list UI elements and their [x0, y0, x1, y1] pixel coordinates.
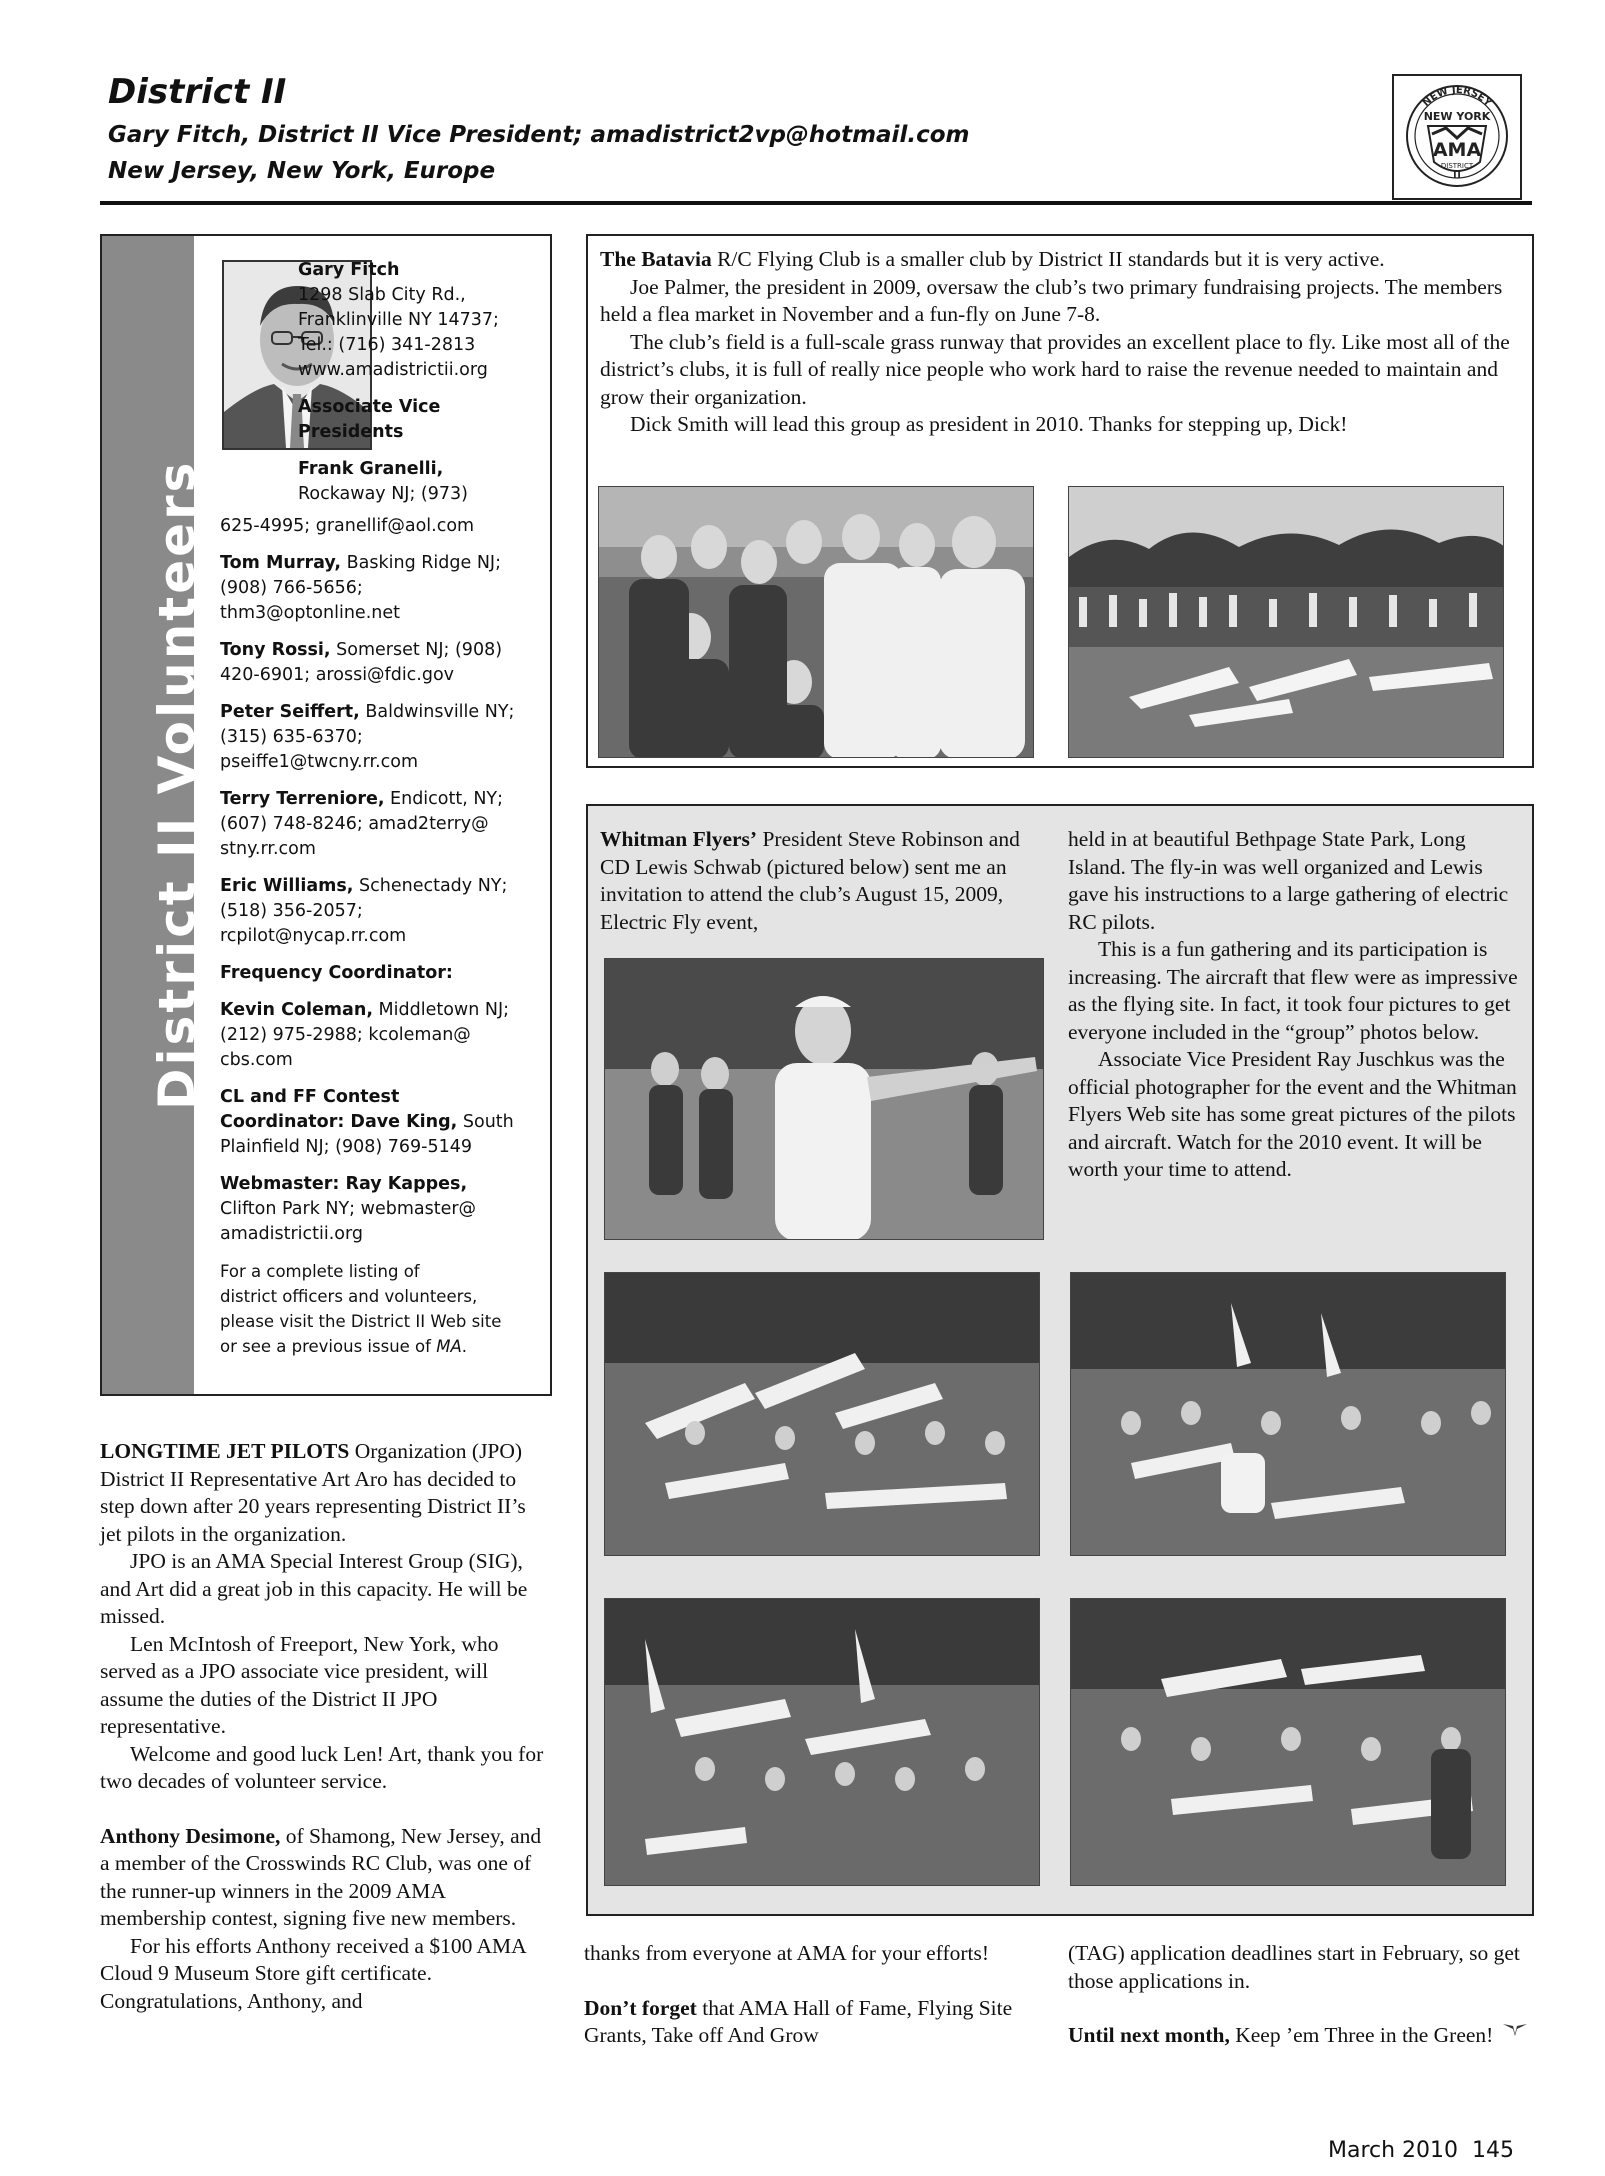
tom-murray-phone: (908) 766-5656;	[220, 578, 363, 598]
whitman-p1: President Steve Robinson and CD Lewis Schwab (pictured below) sent me an invitation to attend the club’s August 15, 2009, Electric Fly event,	[600, 827, 1020, 934]
terry-terreniore-contact: (607) 748-8246; amad2terry@	[220, 814, 489, 834]
frequency-heading: Frequency Coordinator:	[220, 963, 453, 983]
listing-note-line-4: or see a previous issue of	[220, 1337, 437, 1356]
anthony-p1: of Shamong, New Jersey, and a member of the Crosswinds RC Club, was one of the runner-up winners in the 2009 AMA membership contest, signing five new members.	[100, 1823, 542, 1930]
dont-forget-text: that AMA Hall of Fame, Flying Site Grants, Take off And Grow	[584, 1995, 1013, 2047]
tom-murray-email: thm3@optonline.net	[220, 603, 400, 623]
logo-ama-text: AMA	[1432, 139, 1482, 161]
header-rule	[100, 201, 1532, 205]
batavia-p4: Dick Smith will lead this group as president in 2010. Thanks for stepping up, Dick!	[630, 412, 1348, 436]
left-column	[100, 1438, 550, 2015]
ama-wings-icon	[1503, 2022, 1527, 2036]
region-line: New Jersey, New York, Europe	[108, 158, 496, 184]
listing-note-period: .	[461, 1337, 467, 1356]
peter-seiffert-location: Baldwinsville NY;	[359, 702, 515, 722]
batavia-p1: R/C Flying Club is a smaller club by District II standards but it is very active.	[711, 247, 1385, 271]
assoc-heading-2: Presidents	[298, 422, 404, 442]
volunteers-band-label: District II Volunteers	[148, 459, 206, 1110]
jet-pilots-p1: Organization (JPO) District II Representative Art Aro has decided to step down after 20 years representing District II’s jet pilots in the organization.	[100, 1439, 526, 1546]
frank-granelli-line-2: 625-4995; granellif@aol.com	[220, 516, 475, 536]
listing-note-line-2: district officers and volunteers,	[220, 1287, 478, 1306]
logo-top-text: NEW JERSEY	[1420, 84, 1494, 109]
eric-williams-phone: (518) 356-2057;	[220, 901, 363, 921]
dave-king-name: Coordinator: Dave King,	[220, 1112, 458, 1132]
tom-murray-location: Basking Ridge NJ;	[341, 553, 501, 573]
group-photo-3	[604, 1598, 1040, 1886]
whitman-article-box	[586, 804, 1534, 1916]
assoc-heading-1: Associate Vice	[298, 397, 441, 417]
peter-seiffert-phone: (315) 635-6370;	[220, 727, 363, 747]
lewis-schwab-photo	[604, 958, 1044, 1240]
vp-address-1: 1298 Slab City Rd.,	[298, 285, 466, 305]
vp-telephone: Tel.: (716) 341-2813	[298, 335, 476, 355]
eric-williams-name: Eric Williams,	[220, 876, 354, 896]
tony-rossi-name: Tony Rossi,	[220, 640, 331, 660]
group-photo-2	[1070, 1272, 1506, 1556]
group-photo-4	[1070, 1598, 1506, 1886]
listing-note-line-1: For a complete listing of	[220, 1262, 420, 1281]
kevin-coleman-contact: (212) 975-2988; kcoleman@	[220, 1025, 471, 1045]
jet-pilots-p3: Len McIntosh of Freeport, New York, who served as a JPO associate vice president, will assume the duties of the District II JPO representative.	[100, 1631, 499, 1738]
listing-note-line-3: please visit the District II Web site	[220, 1312, 502, 1331]
jet-pilots-lead: LONGTIME JET PILOTS	[100, 1439, 350, 1463]
bottom-column-1	[584, 1940, 1014, 2050]
anthony-p2: For his efforts Anthony received a $100 AMA Cloud 9 Museum Store gift certificate. Congratulations, Anthony, and	[100, 1933, 526, 2013]
kevin-coleman-email: cbs.com	[220, 1050, 293, 1070]
tom-murray-name: Tom Murray,	[220, 553, 342, 573]
page-number: 145	[1472, 2138, 1515, 2163]
until-next-month-lead: Until next month,	[1068, 2023, 1230, 2047]
frank-granelli-name: Frank Granelli,	[298, 459, 444, 479]
kevin-coleman-location: Middletown NJ;	[372, 1000, 510, 1020]
vp-name: Gary Fitch	[298, 260, 400, 280]
listing-note-ma: MA	[436, 1337, 462, 1356]
batavia-p3: The club’s field is a full-scale grass runway that provides an excellent place to fly. Like most all of the district’s clubs, it is full of really nice people who work hard to raise the revenue needed to maintain and grow their organization.	[600, 329, 1510, 409]
webmaster-email: amadistrictii.org	[220, 1224, 363, 1244]
page-footer	[1328, 2138, 1514, 2163]
tony-rossi-location: Somerset NJ; (908)	[330, 640, 503, 660]
whitman-lead: Whitman Flyers’	[600, 827, 758, 851]
terry-terreniore-location: Endicott, NY;	[384, 789, 504, 809]
group-photo-1	[604, 1272, 1040, 1556]
logo-district-text: DISTRICT	[1440, 162, 1474, 170]
volunteers-box	[100, 234, 552, 1396]
peter-seiffert-name: Peter Seiffert,	[220, 702, 360, 722]
batavia-lead: The Batavia	[600, 247, 712, 271]
issue-date: March 2010	[1328, 2138, 1459, 2163]
sign-off-text: Keep ’em Three in the Green!	[1229, 2023, 1494, 2047]
eric-williams-email: rcpilot@nycap.rr.com	[220, 926, 407, 946]
ama-shield-icon	[1394, 76, 1520, 198]
listing-note	[220, 1259, 550, 1359]
ama-district-logo	[1392, 74, 1522, 200]
tag-deadlines-paragraph: (TAG) application deadlines start in February, so get those applications in.	[1068, 1941, 1520, 1993]
terry-terreniore-name: Terry Terreniore,	[220, 789, 385, 809]
jet-pilots-p2: JPO is an AMA Special Interest Group (SIG), and Art did a great job in this capacity. He will be missed.	[100, 1549, 528, 1628]
whitman-p2: held in at beautiful Bethpage State Park, Long Island. The fly-in was well organized and Lewis gave his instructions to a large gathering of electric RC pilots.	[1068, 827, 1509, 934]
whitman-p3: This is a fun gathering and its participation is increasing. The aircraft that flew were as impressive as the flying site. In fact, it took four pictures to get everyone included in the “group” photos below.	[1068, 937, 1518, 1044]
thanks-paragraph: thanks from everyone at AMA for your efforts!	[584, 1941, 990, 1965]
kevin-coleman-name: Kevin Coleman,	[220, 1000, 373, 1020]
eric-williams-location: Schenectady NY;	[353, 876, 508, 896]
jet-pilots-p4: Welcome and good luck Len! Art, thank you for two decades of volunteer service.	[100, 1741, 544, 1793]
anthony-lead: Anthony Desimone,	[100, 1823, 281, 1848]
whitman-p4: Associate Vice President Ray Juschkus was the official photographer for the event and the Whitman Flyers Web site has some great pictures of the pilots and aircraft. Watch for the 2010 event. It will be worth your time to attend.	[1068, 1047, 1517, 1181]
dave-king-location: South	[457, 1112, 514, 1132]
logo-numeral-text: II	[1452, 171, 1462, 181]
volunteers-band	[102, 236, 206, 1394]
vp-website: www.amadistrictii.org	[298, 360, 488, 380]
batavia-article-box	[586, 234, 1534, 768]
dave-king-contact: Plainfield NJ; (908) 769-5149	[220, 1137, 472, 1157]
webmaster-contact: Clifton Park NY; webmaster@	[220, 1199, 477, 1219]
district-title: District II	[108, 72, 287, 112]
batavia-p2: Joe Palmer, the president in 2009, oversaw the club’s two primary fundraising projects. The members held a flea market in November and a fun-fly on June 7-8.	[600, 274, 1503, 326]
peter-seiffert-email: pseiffe1@twcny.rr.com	[220, 752, 419, 772]
dont-forget-lead: Don’t forget	[584, 1995, 697, 2020]
frank-granelli-line-1: Rockaway NJ; (973)	[298, 484, 468, 504]
cl-ff-heading: CL and FF Contest	[220, 1087, 400, 1107]
tony-rossi-contact: 420-6901; arossi@fdic.gov	[220, 665, 455, 685]
logo-mid-text: NEW YORK	[1423, 110, 1491, 123]
vp-address-2: Franklinville NY 14737;	[298, 310, 499, 330]
webmaster-name: Webmaster: Ray Kappes,	[220, 1174, 468, 1194]
bottom-column-2	[1068, 1940, 1532, 2050]
terry-terreniore-email: stny.rr.com	[220, 839, 316, 859]
batavia-group-photo	[598, 486, 1034, 758]
vice-president-line: Gary Fitch, District II Vice President; amadistrict2vp@hotmail.com	[108, 122, 970, 148]
batavia-field-photo	[1068, 486, 1504, 758]
